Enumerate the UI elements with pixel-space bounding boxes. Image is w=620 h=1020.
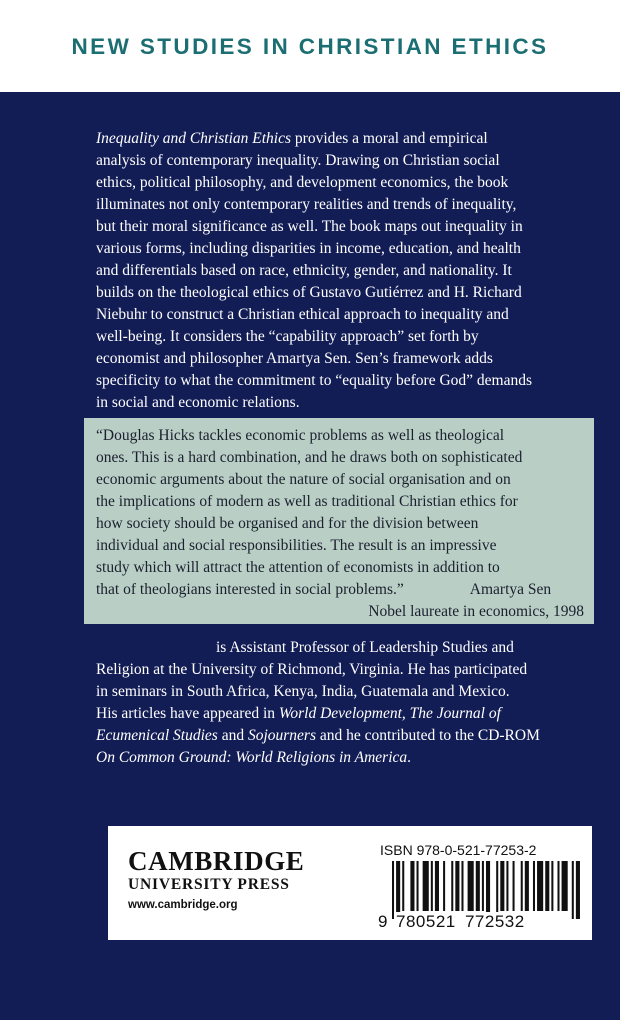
barcode-bar <box>482 861 484 911</box>
series-title: NEW STUDIES IN CHRISTIAN ETHICS <box>71 34 549 59</box>
barcode-bar <box>537 861 543 911</box>
barcode-bar <box>533 861 535 911</box>
bio-line: in seminars in South Africa, Kenya, India, Guatemala and Mexico. <box>96 683 510 700</box>
quote-attribution-title: Nobel laureate in economics, 1998 <box>368 603 584 620</box>
barcode-bar <box>525 861 529 911</box>
barcode-bar <box>435 861 439 911</box>
barcode-bar <box>576 861 580 919</box>
barcode-digits: 9 780521 772532 <box>378 912 525 931</box>
barcode-bar <box>410 861 414 911</box>
barcode-bar <box>496 861 498 919</box>
quote-line: ones. This is a hard combination, and he draws both on sophisticated <box>96 449 523 466</box>
barcode-bar <box>451 861 453 911</box>
barcode-bar <box>392 861 394 919</box>
barcode-bar <box>431 861 433 911</box>
quote-line: study which will attract the attention of economists in addition to <box>96 559 500 576</box>
publisher-url: www.cambridge.org <box>128 899 238 911</box>
publisher-logo <box>128 848 304 911</box>
quote-line: individual and social responsibilities. The result is an impressive <box>96 537 497 554</box>
author-bio <box>96 637 606 769</box>
barcode-bar <box>455 861 459 911</box>
bio-line: Religion at the University of Richmond, Virginia. He has participated <box>96 661 528 678</box>
book-title: Inequality and Christian Ethics <box>96 130 292 147</box>
quote-attribution-name: Amartya Sen <box>469 581 552 598</box>
quote-line: “Douglas Hicks tackles economic problems as well as theological <box>96 427 505 444</box>
description-line: Niebuhr to construct a Christian ethical approach to inequality and <box>96 306 509 323</box>
bio-line: On Common Ground: World Religions in America. <box>96 749 412 766</box>
bio-line: His articles have appeared in World Development, The Journal of <box>96 705 501 722</box>
description-line: Inequality and Christian Ethics provides a moral and empirical <box>96 130 488 147</box>
description-line: various forms, including disparities in income, education, and health <box>96 240 521 257</box>
barcode-bar <box>468 861 474 911</box>
publisher-name: CAMBRIDGE <box>128 846 305 876</box>
book-description <box>96 128 596 414</box>
publisher-subname: UNIVERSITY PRESS <box>128 876 290 893</box>
barcode <box>392 861 582 919</box>
quote-line: how society should be organised and for the division between <box>96 515 479 532</box>
barcode-bar <box>486 861 490 919</box>
description-line: but their moral significance as well. The book maps out inequality in <box>96 218 523 235</box>
endorsement-quote <box>96 425 596 623</box>
bio-line: Ecumenical Studies and Sojourners and he contributed to the CD-ROM <box>96 727 540 744</box>
description-line: analysis of contemporary inequality. Drawing on Christian social <box>96 152 500 169</box>
barcode-bar <box>506 861 508 911</box>
barcode-bar <box>562 861 568 911</box>
barcode-bar <box>513 861 515 911</box>
barcode-bar <box>443 861 445 911</box>
quote-line: that of theologians interested in social problems.” Amartya Sen <box>96 581 552 598</box>
barcode-bar <box>545 861 549 911</box>
barcode-bar <box>572 861 574 919</box>
quote-line: economic arguments about the nature of social organisation and on <box>96 471 511 488</box>
description-line: well-being. It considers the “capability approach” set forth by <box>96 328 479 345</box>
barcode-bar <box>402 861 404 911</box>
description-line: and differentials based on race, ethnicity, gender, and nationality. It <box>96 262 512 279</box>
barcode-bar <box>417 861 419 911</box>
series-header-band <box>0 0 620 92</box>
description-line: illuminates not only contemporary realities and trends of inequality, <box>96 196 517 213</box>
barcode-bar <box>396 861 400 919</box>
description-line: in social and economic relations. <box>96 394 300 411</box>
barcode-bar <box>551 861 553 911</box>
barcode-bar <box>476 861 480 911</box>
description-line: builds on the theological ethics of Gustavo Gutiérrez and H. Richard <box>96 284 522 301</box>
description-line: specificity to what the commitment to “equality before God” demands <box>96 372 533 389</box>
barcode-bar <box>521 861 523 911</box>
publisher-barcode-panel <box>108 826 592 940</box>
description-line: economist and philosopher Amartya Sen. Sen’s framework adds <box>96 350 493 367</box>
barcode-bar <box>500 861 504 911</box>
isbn-label: ISBN 978-0-521-77253-2 <box>380 842 537 858</box>
barcode-bar <box>461 861 463 911</box>
bio-line: is Assistant Professor of Leadership Studies and <box>216 639 514 656</box>
barcode-bar <box>557 861 559 911</box>
barcode-bar <box>423 861 429 911</box>
description-line: ethics, political philosophy, and development economics, the book <box>96 174 509 191</box>
quote-line: the implications of modern as well as traditional Christian ethics for <box>96 493 518 510</box>
